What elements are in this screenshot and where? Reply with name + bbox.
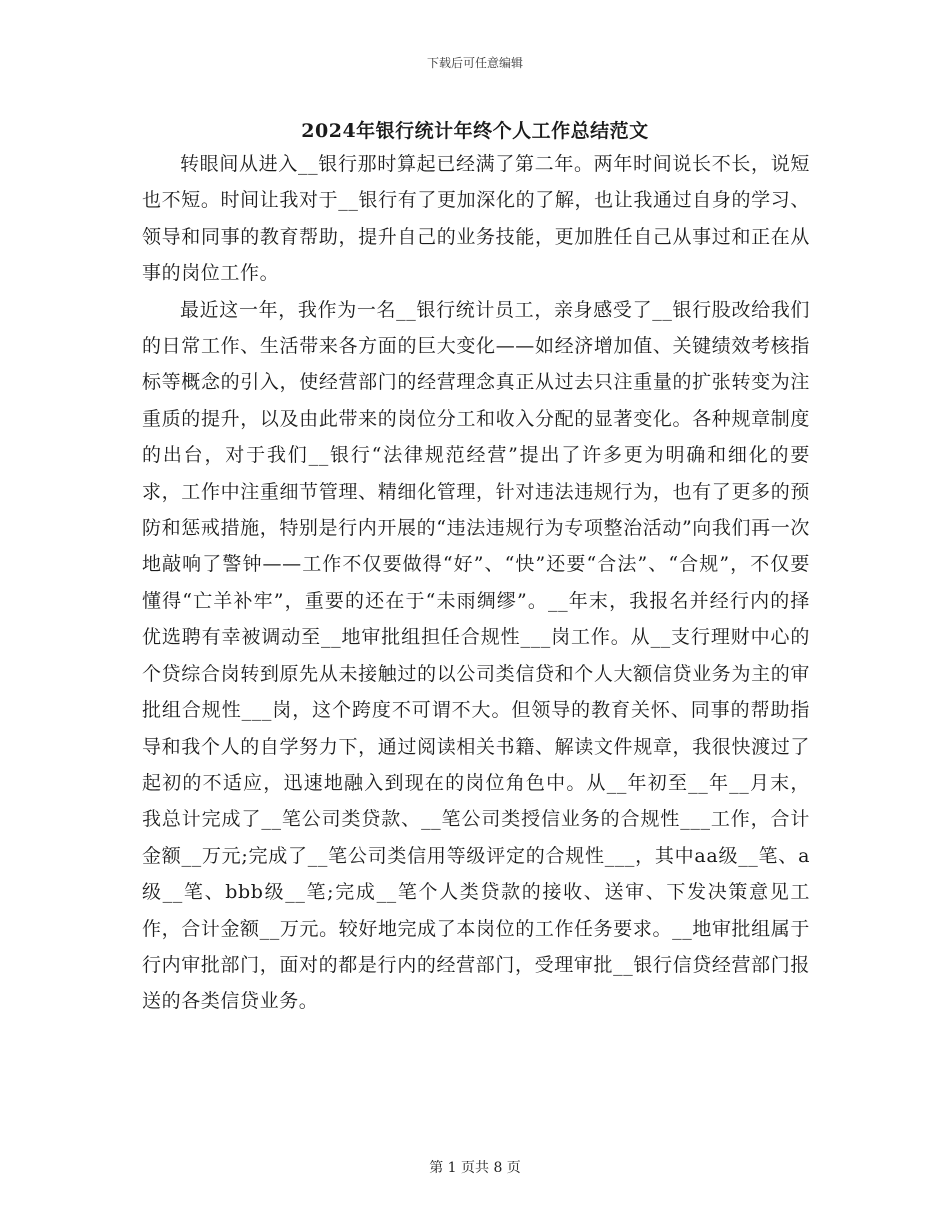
paragraph-1: 转眼间从进入__银行那时算起已经满了第二年。两年时间说长不长，说短也不短。时间让我对于__银行有了更加深化的了解，也让我通过自身的学习、领导和同事的教育帮助，提升自己的业务技能，更加胜任自己从事过和正在从事的岗位工作。 bbox=[142, 153, 810, 285]
header-note: 下载后可任意编辑 bbox=[426, 56, 523, 70]
page-footer: 第 1 页共 8 页 bbox=[429, 1160, 521, 1176]
document-body bbox=[142, 146, 810, 1020]
paragraph-2: 最近这一年，我作为一名__银行统计员工，亲身感受了__银行股改给我们的日常工作、生活带来各方面的巨大变化——如经济增加值、关键绩效考核指标等概念的引入，使经营部门的经营理念真正从过去只注重量的扩张转变为注重质的提升，以及由此带来的岗位分工和收入分配的显著变化。各种规章制度的出台，对于我们__银行“法律规范经营”提出了许多更为明确和细化的要求，工作中注重细节管理、精细化管理，针对违法违规行为，也有了更多的预防和惩戒措施，特别是行内开展的“违法违规行为专项整治活动”向我们再一次地敲响了警钟——工作不仅要做得“好”、“快”还要“合法”、“合规”，不仅要懂得“亡羊补牢”，重要的还在于“未雨绸缪”。__年末，我报名并经行内的择优选聘有幸被调动至__地审批组担任合规性___岗工作。从__支行理财中心的个贷综合岗转到原先从未接触过的以公司类信贷和个人大额信贷业务为主的审批组合规性___岗，这个跨度不可谓不大。但领导的教育关怀、同事的帮助指导和我个人的自学努力下，通过阅读相关书籍、解读文件规章，我很快渡过了起初的不适应，迅速地融入到现在的岗位角色中。从__年初至__年__月末，我总计完成了__笔公司类贷款、__笔公司类授信业务的合规性___工作，合计金额__万元;完成了__笔公司类信用等级评定的合规性___，其中aa级__笔、a级__笔、bbb级__笔;完成__笔个人类贷款的接收、送审、下发决策意见工作，合计金额__万元。较好地完成了本岗位的工作任务要求。__地审批组属于行内审批部门，面对的都是行内的经营部门，受理审批__银行信贷经营部门报送的各类信贷业务。 bbox=[142, 298, 810, 1013]
document-title: 2024年银行统计年终个人工作总结范文 bbox=[301, 120, 649, 142]
